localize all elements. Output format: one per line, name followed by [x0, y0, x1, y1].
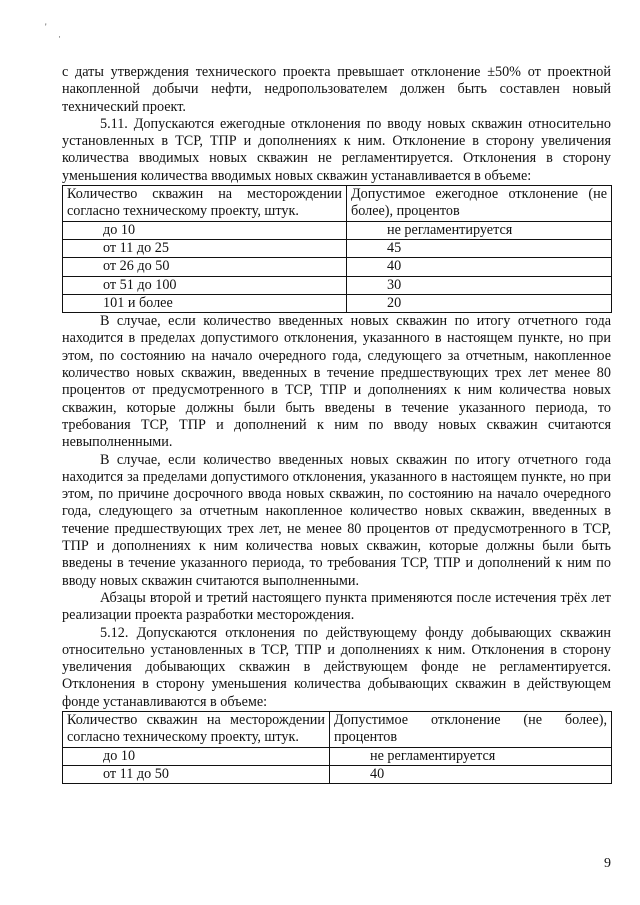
- paragraph: с даты утверждения технического проекта превышает отклонение ±50% от проектной накопленной добычи нефти, недропользователем должен быть составлен новый технический проект.: [62, 64, 611, 115]
- table-cell: до 10: [63, 747, 330, 765]
- table-cell: от 26 до 50: [63, 258, 347, 276]
- table-cell: 101 и более: [63, 294, 347, 312]
- table-cell: 40: [347, 258, 612, 276]
- paragraph-5-12: 5.12. Допускаются отклонения по действующему фонду добывающих скважин относительно установленных в ТСР, ТПР и дополнениях к ним. Отклонения в сторону увеличения добывающих скважин в действующем фонде не регламентируется. Отклонения в сторону уменьшения количества добывающих скважин в действующем фонде устанавливаются в объеме:: [62, 624, 611, 710]
- scan-mark: ·: [58, 32, 61, 42]
- paragraph: Абзацы второй и третий настоящего пункта применяются после истечения трёх лет реализации проекта разработки месторождения.: [62, 589, 611, 624]
- paragraph-5-11: 5.11. Допускаются ежегодные отклонения по вводу новых скважин относительно установленных в ТСР, ТПР и дополнениях к ним. Отклонение в сторону увеличения количества вводимых новых скважин не регламентируется. Отклонения в сторону уменьшения количества вводимых новых скважин устанавливается в объеме:: [62, 115, 611, 184]
- table-cell: не регламентируется: [330, 747, 612, 765]
- table-header-cell: Допустимое ежегодное отклонение (не более), процентов: [347, 186, 612, 222]
- table-row: [63, 747, 612, 765]
- table-row: [63, 221, 612, 239]
- table-cell: 40: [330, 765, 612, 783]
- table-row: [63, 276, 612, 294]
- table-header-row: [63, 711, 612, 747]
- table-row: [63, 239, 612, 257]
- producing-wells-deviation-table: [62, 711, 612, 784]
- table-cell: 20: [347, 294, 612, 312]
- table-cell: до 10: [63, 221, 347, 239]
- table-cell: от 11 до 50: [63, 765, 330, 783]
- paragraph: В случае, если количество введенных новых скважин по итогу отчетного года находится в пределах допустимого отклонения, указанного в настоящем пункте, но при этом, по состоянию на начало очередного года, следующего за отчетным, накопленное количество новых скважин, введенных в течение предшествующих трех лет менее 80 процентов от предусмотренного в ТСР, ТПР и дополнениях к ним количества новых скважин, которые должны были быть введены в течение указанного периода, то требования ТСР, ТПР и дополнений к ним по вводу новых скважин считаются невыполненными.: [62, 313, 611, 451]
- new-wells-deviation-table: [62, 185, 612, 313]
- table-header-cell: Количество скважин на месторождении согласно техническому проекту, штук.: [63, 711, 330, 747]
- table-cell: 30: [347, 276, 612, 294]
- table-row: [63, 258, 612, 276]
- table-header-cell: Допустимое отклонение (не более), процентов: [330, 711, 612, 747]
- paragraph: В случае, если количество введенных новых скважин по итогу отчетного года находится за пределами допустимого отклонения, указанного в настоящем пункте, но при этом, по причине досрочного ввода новых скважин, по состоянию на начало очередного года, следующего за отчетным накопленное количество новых скважин, введенных в течение предшествующих трех лет, не менее 80 процентов от предусмотренного в ТСР, ТПР и дополнениях к ним количества новых скважин, которые должны были быть введены в течение указанного периода, то требования ТСР, ТПР и дополнений к ним по вводу новых скважин считаются выполненными.: [62, 451, 611, 589]
- page-number: 9: [604, 856, 611, 871]
- table-cell: 45: [347, 239, 612, 257]
- scan-mark: ': [45, 22, 47, 32]
- table-header-row: [63, 186, 612, 222]
- table-cell: от 11 до 25: [63, 239, 347, 257]
- table-row: [63, 765, 612, 783]
- table-row: [63, 294, 612, 312]
- document-body: [62, 64, 611, 784]
- table-cell: не регламентируется: [347, 221, 612, 239]
- table-cell: от 51 до 100: [63, 276, 347, 294]
- table-header-cell: Количество скважин на месторождении согласно техническому проекту, штук.: [63, 186, 347, 222]
